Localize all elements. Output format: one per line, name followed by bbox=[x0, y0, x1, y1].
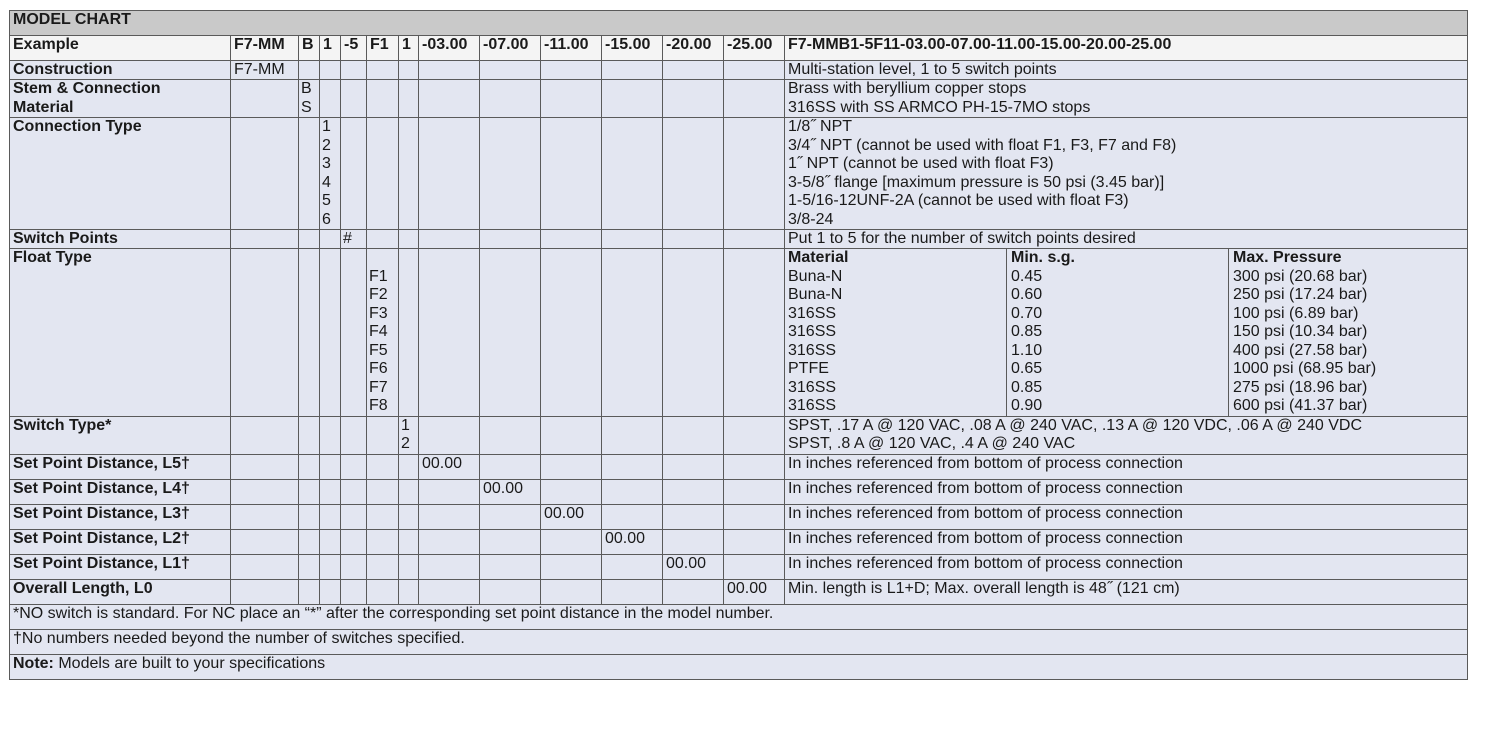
title-row bbox=[10, 11, 1468, 36]
note-label: Note: bbox=[13, 654, 54, 672]
set-point-l5-label: Set Point Distance, L5† bbox=[10, 454, 231, 479]
switch-points-row bbox=[10, 230, 1468, 249]
footnote-nc-row bbox=[10, 604, 1468, 629]
overall-length-label: Overall Length, L0 bbox=[10, 579, 231, 604]
example-code-l0: -25.00 bbox=[724, 36, 785, 61]
stem-row bbox=[10, 80, 1468, 118]
set-point-l5-value: 00.00 bbox=[419, 454, 480, 479]
stem-label: Stem & Connection Material bbox=[10, 80, 231, 118]
set-point-l4-row bbox=[10, 479, 1468, 504]
construction-desc: Multi-station level, 1 to 5 switch points bbox=[785, 61, 1468, 80]
model-chart bbox=[9, 10, 1468, 680]
float-type-row bbox=[10, 249, 1468, 417]
float-max-pressure-column: Max. Pressure 300 psi (20.68 bar) 250 psi (17.24 bar) 100 psi (6.89 bar) 150 psi (10.34 bar) 400 psi (27.58 bar) 1000 psi (68.95 bar) 275 psi (18.96 bar) 600 psi (41.37 bar) bbox=[1233, 249, 1377, 414]
note bbox=[10, 654, 1468, 679]
footnote-numbers: †No numbers needed beyond the number of switches specified. bbox=[10, 629, 1468, 654]
switch-type-desc: SPST, .17 A @ 120 VAC, .08 A @ 240 VAC, .13 A @ 120 VDC, .06 A @ 240 VDC SPST, .8 A @ 120 VAC, .4 A @ 240 VAC bbox=[785, 416, 1468, 454]
set-point-l3-desc: In inches referenced from bottom of process connection bbox=[785, 504, 1468, 529]
footnote-numbers-row bbox=[10, 629, 1468, 654]
set-point-l4-desc: In inches referenced from bottom of process connection bbox=[785, 479, 1468, 504]
chart-title: MODEL CHART bbox=[10, 11, 1468, 36]
stem-codes: B S bbox=[299, 80, 320, 118]
float-material-column: Material Buna-N Buna-N 316SS 316SS 316SS PTFE 316SS 316SS bbox=[788, 249, 1007, 416]
example-row bbox=[10, 36, 1468, 61]
float-type-desc bbox=[785, 249, 1468, 417]
connection-codes: 1 2 3 4 5 6 bbox=[320, 118, 341, 230]
construction-code: F7-MM bbox=[231, 61, 299, 80]
set-point-l5-desc: In inches referenced from bottom of process connection bbox=[785, 454, 1468, 479]
footnote-nc: *NO switch is standard. For NC place an “*” after the corresponding set point distance in the model number. bbox=[10, 604, 1468, 629]
example-label: Example bbox=[10, 36, 231, 61]
example-code-switch-points: -5 bbox=[341, 36, 367, 61]
set-point-l2-label: Set Point Distance, L2† bbox=[10, 529, 231, 554]
example-code-l5: -03.00 bbox=[419, 36, 480, 61]
overall-length-row bbox=[10, 579, 1468, 604]
example-code-construction: F7-MM bbox=[231, 36, 299, 61]
set-point-l2-desc: In inches referenced from bottom of process connection bbox=[785, 529, 1468, 554]
switch-type-codes: 1 2 bbox=[399, 416, 419, 454]
model-chart-table bbox=[9, 10, 1468, 680]
switch-type-label: Switch Type* bbox=[10, 416, 231, 454]
example-code-float: F1 bbox=[367, 36, 399, 61]
connection-label: Connection Type bbox=[10, 118, 231, 230]
set-point-l4-label: Set Point Distance, L4† bbox=[10, 479, 231, 504]
note-text: Models are built to your specifications bbox=[53, 654, 326, 672]
example-full-model: F7-MMB1-5F11-03.00-07.00-11.00-15.00-20.00-25.00 bbox=[785, 36, 1468, 61]
example-code-l3: -11.00 bbox=[541, 36, 602, 61]
set-point-l4-value: 00.00 bbox=[480, 479, 541, 504]
set-point-l1-desc: In inches referenced from bottom of process connection bbox=[785, 554, 1468, 579]
connection-desc: 1/8˝ NPT 3/4˝ NPT (cannot be used with float F1, F3, F7 and F8) 1˝ NPT (cannot be used with float F3) 3-5/8˝ flange [maximum pressure is 50 psi (3.45 bar)] 1-5/16-12UNF-2A (cannot be used with float F3) 3/8-24 bbox=[785, 118, 1468, 230]
set-point-l3-label: Set Point Distance, L3† bbox=[10, 504, 231, 529]
set-point-l5-row bbox=[10, 454, 1468, 479]
float-type-label: Float Type bbox=[10, 249, 231, 417]
set-point-l1-label: Set Point Distance, L1† bbox=[10, 554, 231, 579]
switch-type-row bbox=[10, 416, 1468, 454]
example-code-stem: B bbox=[299, 36, 320, 61]
set-point-l3-row bbox=[10, 504, 1468, 529]
switch-points-label: Switch Points bbox=[10, 230, 231, 249]
float-min-sg-column: Min. s.g. 0.45 0.60 0.70 0.85 1.10 0.65 0.85 0.90 bbox=[1011, 249, 1229, 416]
switch-points-desc: Put 1 to 5 for the number of switch points desired bbox=[785, 230, 1468, 249]
overall-length-value: 00.00 bbox=[724, 579, 785, 604]
set-point-l2-row bbox=[10, 529, 1468, 554]
overall-length-desc: Min. length is L1+D; Max. overall length is 48˝ (121 cm) bbox=[785, 579, 1468, 604]
float-type-codes: F1 F2 F3 F4 F5 F6 F7 F8 bbox=[367, 249, 399, 417]
set-point-l1-value: 00.00 bbox=[663, 554, 724, 579]
example-code-l2: -15.00 bbox=[602, 36, 663, 61]
set-point-l1-row bbox=[10, 554, 1468, 579]
example-code-l4: -07.00 bbox=[480, 36, 541, 61]
note-row bbox=[10, 654, 1468, 679]
construction-row bbox=[10, 61, 1468, 80]
stem-desc: Brass with beryllium copper stops 316SS with SS ARMCO PH-15-7MO stops bbox=[785, 80, 1468, 118]
switch-points-code: # bbox=[341, 230, 367, 249]
set-point-l3-value: 00.00 bbox=[541, 504, 602, 529]
set-point-l2-value: 00.00 bbox=[602, 529, 663, 554]
construction-label: Construction bbox=[10, 61, 231, 80]
example-code-switch-type: 1 bbox=[399, 36, 419, 61]
example-code-l1: -20.00 bbox=[663, 36, 724, 61]
example-code-connection: 1 bbox=[320, 36, 341, 61]
connection-row bbox=[10, 118, 1468, 230]
